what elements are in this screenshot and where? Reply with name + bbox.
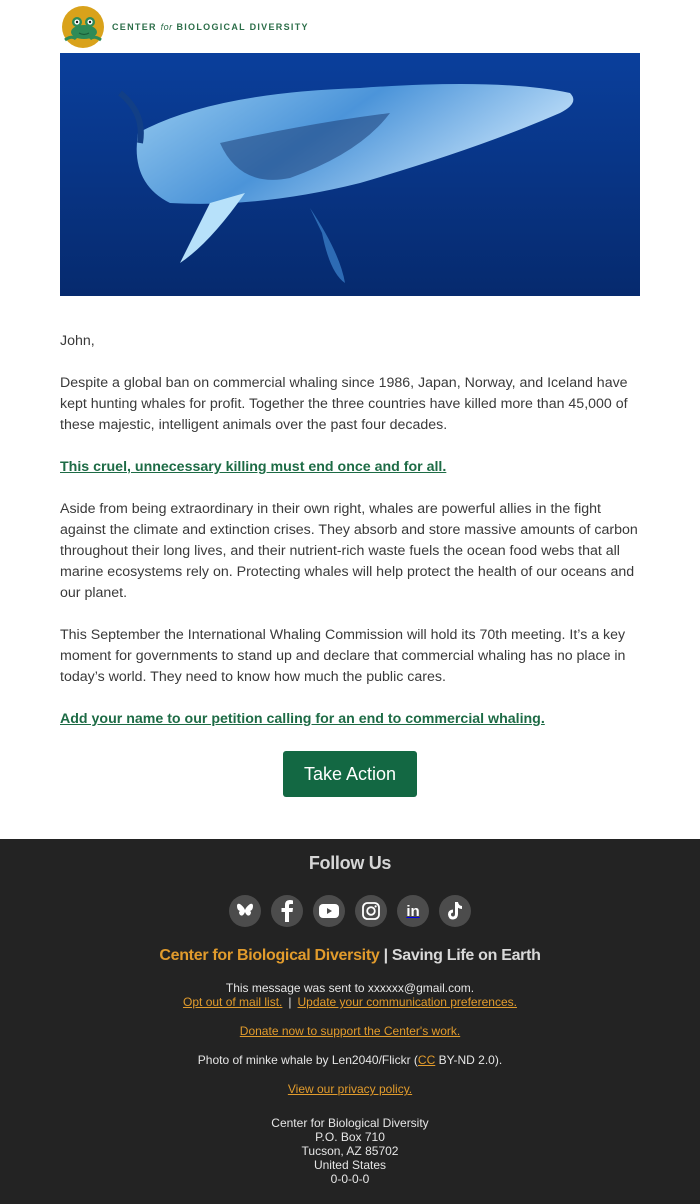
- youtube-icon[interactable]: [313, 895, 345, 927]
- follow-us-heading: Follow Us: [308, 853, 392, 873]
- social-links: [0, 895, 700, 927]
- hero-image: [60, 53, 640, 296]
- linkedin-icon[interactable]: in: [397, 895, 429, 927]
- petition-link[interactable]: Add your name to our petition calling for an end to commercial whaling.: [60, 711, 545, 727]
- cruel-killing-link[interactable]: This cruel, unnecessary killing must end once and for all.: [60, 459, 447, 475]
- take-action-button[interactable]: Take Action: [283, 751, 417, 797]
- cc-license-link[interactable]: CC: [417, 1053, 436, 1067]
- footer-tagline: Center for Biological Diversity | Saving Life on Earth: [159, 947, 541, 964]
- bluesky-icon[interactable]: [229, 895, 261, 927]
- paragraph-intro: Despite a global ban on commercial whaling since 1986, Japan, Norway, and Iceland have kept hunting whales for profit. Together the three countries have killed more than 45,000 of these majestic, intelligent animals over the past four decades.: [60, 375, 628, 433]
- frog-logo-icon: [60, 5, 106, 49]
- donate-link[interactable]: Donate now to support the Center's work.: [239, 1024, 461, 1038]
- mailing-address: Center for Biological Diversity P.O. Box 710 Tucson, AZ 85702 United States 0-0-0-0: [271, 1116, 429, 1186]
- privacy-policy-link[interactable]: View our privacy policy.: [287, 1082, 413, 1096]
- brand-logo[interactable]: [60, 5, 309, 49]
- greeting: John,: [60, 333, 95, 349]
- paragraph-whales-allies: Aside from being extraordinary in their own right, whales are powerful allies in the fight against the climate and extinction crises. They absorb and store massive amounts of carbon throughout their long lives, and their nutrient-rich waste fuels the ocean food webs that all marine ecosystems rely on. Protecting whales will help protect the health of our oceans and our planet.: [60, 501, 638, 601]
- sent-to-text: This message was sent to xxxxxx@gmail.com.: [225, 981, 475, 995]
- footer: [0, 839, 700, 1204]
- tiktok-icon[interactable]: [439, 895, 471, 927]
- photo-credit: Photo of minke whale by Len2040/Flickr (CC BY-ND 2.0).: [197, 1053, 503, 1067]
- update-preferences-link[interactable]: Update your communication preferences.: [297, 995, 517, 1009]
- facebook-icon[interactable]: [271, 895, 303, 927]
- opt-out-link[interactable]: Opt out of mail list.: [183, 995, 283, 1009]
- paragraph-iwc-meeting: This September the International Whaling Commission will hold its 70th meeting. It’s a key moment for governments to stand up and declare that commercial whaling has no place in today’s world. They need to know how much the public cares.: [60, 627, 626, 685]
- tagline-text: Saving Life on Earth: [391, 947, 541, 964]
- org-name: Center for Biological Diversity: [159, 947, 380, 964]
- logo-wordmark: CENTER for BIOLOGICAL DIVERSITY: [112, 22, 309, 32]
- instagram-icon[interactable]: [355, 895, 387, 927]
- message-content: [60, 331, 640, 751]
- minke-whale-image: [60, 53, 640, 296]
- sent-to-block: This message was sent to xxxxxx@gmail.com. Opt out of mail list. | Update your communication preferences.: [0, 981, 700, 1009]
